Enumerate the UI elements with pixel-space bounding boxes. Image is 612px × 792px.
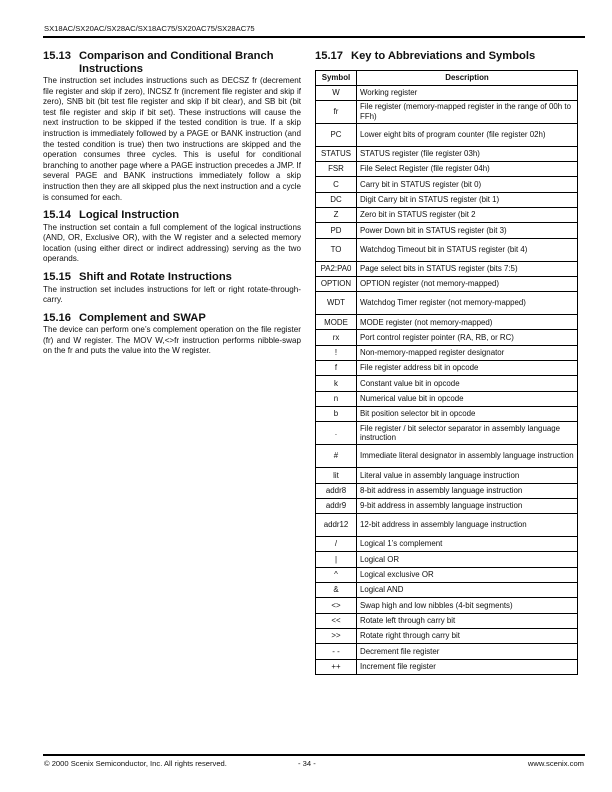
description-cell: Literal value in assembly language instruction — [357, 468, 578, 483]
table-row — [316, 177, 578, 192]
table-row — [316, 162, 578, 177]
description-cell: Logical 1’s complement — [357, 537, 578, 552]
description-cell: Increment file register — [357, 659, 578, 674]
table-row — [316, 261, 578, 276]
table-row — [316, 315, 578, 330]
description-cell: Non-memory-mapped register designator — [357, 345, 578, 360]
footer-rule — [43, 754, 585, 756]
symbol-cell: fr — [316, 100, 357, 123]
description-cell: Decrement file register — [357, 644, 578, 659]
table-row — [316, 583, 578, 598]
description-cell: Page select bits in STATUS register (bits 7:5) — [357, 261, 578, 276]
table-row — [316, 85, 578, 100]
section-title: Key to Abbreviations and Symbols — [351, 50, 536, 62]
section-number: 15.13 — [43, 50, 71, 62]
website: www.scenix.com — [527, 759, 584, 768]
table-row — [316, 659, 578, 674]
table-row — [316, 613, 578, 628]
section-body: The device can perform one’s complement operation on the file register (fr) and W register. The MOV W,<>fr instruction performs nibble-swap on the fr and puts the value into the W register. — [43, 325, 301, 356]
description-cell: Rotate left through carry bit — [357, 613, 578, 628]
description-cell: Swap high and low nibbles (4-bit segments) — [357, 598, 578, 613]
table-row — [316, 422, 578, 445]
symbol-cell: - - — [316, 644, 357, 659]
table-row — [316, 207, 578, 222]
description-cell: File register address bit in opcode — [357, 361, 578, 376]
symbol-cell: WDT — [316, 292, 357, 315]
description-cell: Watchdog Timeout bit in STATUS register (bit 4) — [357, 238, 578, 261]
table-row — [316, 391, 578, 406]
symbol-cell: STATUS — [316, 146, 357, 161]
table-row — [316, 361, 578, 376]
section — [43, 209, 301, 265]
symbol-cell: addr8 — [316, 483, 357, 498]
description-cell: Constant value bit in opcode — [357, 376, 578, 391]
symbol-cell: PA2:PA0 — [316, 261, 357, 276]
table-row — [316, 483, 578, 498]
table-row — [316, 552, 578, 567]
abbreviations-table — [315, 70, 578, 675]
table-row — [316, 514, 578, 537]
symbol-cell: ++ — [316, 659, 357, 674]
description-cell: File Select Register (file register 04h) — [357, 162, 578, 177]
description-cell: File register (memory-mapped register in the range of 00h to FFh) — [357, 100, 578, 123]
description-cell: Carry bit in STATUS register (bit 0) — [357, 177, 578, 192]
section-body: The instruction set includes instructions for left or right rotate-through-carry. — [43, 284, 301, 305]
running-header: SX18AC/SX20AC/SX28AC/SX18AC75/SX20AC75/SX28AC75 — [44, 24, 255, 33]
symbol-cell: FSR — [316, 162, 357, 177]
section-title: Shift and Rotate Instructions — [79, 271, 232, 283]
description-cell: Working register — [357, 85, 578, 100]
description-cell: Logical OR — [357, 552, 578, 567]
table-row — [316, 223, 578, 238]
symbol-cell: addr9 — [316, 498, 357, 513]
description-cell: Immediate literal designator in assembly language instruction — [357, 445, 578, 468]
table-row — [316, 146, 578, 161]
description-cell: Port control register pointer (RA, RB, or RC) — [357, 330, 578, 345]
copyright: © 2000 Scenix Semiconductor, Inc. All rights reserved. — [44, 759, 227, 768]
section-body: The instruction set contain a full complement of the logical instructions (AND, OR, Exclusive OR), with the W register and a selected memory location (using either direct or indirect addressing) serving as the two operands. — [43, 222, 301, 264]
section-heading — [315, 50, 578, 63]
table-row — [316, 123, 578, 146]
section-number: 15.14 — [43, 209, 71, 222]
section-body: The instruction set includes instructions such as DECSZ fr (decrement file register and skip if zero), INCSZ fr (increment file register and skip if zero), SNB bit (bit test file register and skip if bit clear), and SB bit (bit test file register and skip if bit set). These instructions will cause the next instruction to be skipped if the tested condition is true. If a skip instruction is immediately followed by a PAGE or BANK instruction (and the tested condition is true) then two instructions are skipped and the operation consumes three cycles. This is useful for conditional branching to another page where a PAGE instruction precedes a JMP. If several PAGE and BANK instructions immediately follow a skip instruction then they are all skipped plus the next instruction and a cycle is consumed for each. — [43, 76, 301, 202]
table-row — [316, 628, 578, 643]
table-row — [316, 406, 578, 421]
section — [43, 50, 301, 203]
header-rule — [43, 36, 585, 38]
description-cell: Logical exclusive OR — [357, 567, 578, 582]
section-heading — [43, 271, 301, 284]
section — [43, 312, 301, 357]
description-cell: Bit position selector bit in opcode — [357, 406, 578, 421]
section-heading — [43, 209, 301, 222]
symbol-cell: # — [316, 445, 357, 468]
section-title: Logical Instruction — [79, 209, 180, 222]
right-column — [315, 50, 578, 675]
symbol-cell: b — [316, 406, 357, 421]
symbol-cell: n — [316, 391, 357, 406]
symbol-cell: DC — [316, 192, 357, 207]
description-cell: Power Down bit in STATUS register (bit 3) — [357, 223, 578, 238]
table-row — [316, 468, 578, 483]
table-row — [316, 498, 578, 513]
table-row — [316, 445, 578, 468]
section-title: Complement and SWAP — [79, 311, 206, 324]
table-row — [316, 238, 578, 261]
symbol-cell: addr12 — [316, 514, 357, 537]
symbol-cell: TO — [316, 238, 357, 261]
symbol-cell: OPTION — [316, 276, 357, 291]
table-row — [316, 292, 578, 315]
symbol-cell: | — [316, 552, 357, 567]
table-row — [316, 644, 578, 659]
symbol-cell: PC — [316, 123, 357, 146]
symbol-cell: & — [316, 583, 357, 598]
symbol-cell: Z — [316, 207, 357, 222]
section — [43, 271, 301, 306]
description-cell: Numerical value bit in opcode — [357, 391, 578, 406]
symbol-cell: / — [316, 537, 357, 552]
symbol-cell: W — [316, 85, 357, 100]
section-heading — [43, 312, 301, 325]
symbol-cell: k — [316, 376, 357, 391]
table-row — [316, 276, 578, 291]
symbol-cell: <> — [316, 598, 357, 613]
description-cell: 8-bit address in assembly language instruction — [357, 483, 578, 498]
column-header-symbol: Symbol — [316, 70, 357, 85]
section-number: 15.17 — [315, 50, 343, 62]
description-cell: MODE register (not memory-mapped) — [357, 315, 578, 330]
symbol-cell: f — [316, 361, 357, 376]
description-cell: 9-bit address in assembly language instruction — [357, 498, 578, 513]
symbol-cell: PD — [316, 223, 357, 238]
section-heading — [43, 50, 301, 75]
page-number: - 34 - — [298, 759, 316, 768]
symbol-cell: >> — [316, 628, 357, 643]
description-cell: STATUS register (file register 03h) — [357, 146, 578, 161]
table-row — [316, 345, 578, 360]
description-cell: 12-bit address in assembly language instruction — [357, 514, 578, 537]
symbol-cell: rx — [316, 330, 357, 345]
symbol-cell: . — [316, 422, 357, 445]
table-row — [316, 537, 578, 552]
description-cell: File register / bit selector separator in assembly language instruction — [357, 422, 578, 445]
symbol-cell: lit — [316, 468, 357, 483]
description-cell: Lower eight bits of program counter (file register 02h) — [357, 123, 578, 146]
table-row — [316, 330, 578, 345]
table-row — [316, 192, 578, 207]
table-row — [316, 567, 578, 582]
section-number: 15.16 — [43, 311, 71, 324]
symbol-cell: ! — [316, 345, 357, 360]
description-cell: Digit Carry bit in STATUS register (bit 1) — [357, 192, 578, 207]
description-cell: OPTION register (not memory-mapped) — [357, 276, 578, 291]
description-cell: Zero bit in STATUS register (bit 2 — [357, 207, 578, 222]
table-row — [316, 598, 578, 613]
symbol-cell: MODE — [316, 315, 357, 330]
section-number: 15.15 — [43, 271, 71, 283]
description-cell: Logical AND — [357, 583, 578, 598]
table-row — [316, 100, 578, 123]
symbol-cell: C — [316, 177, 357, 192]
column-header-description: Description — [357, 70, 578, 85]
symbol-cell: << — [316, 613, 357, 628]
left-column — [43, 50, 301, 363]
description-cell: Watchdog Timer register (not memory-mapped) — [357, 292, 578, 315]
symbol-cell: ^ — [316, 567, 357, 582]
description-cell: Rotate right through carry bit — [357, 628, 578, 643]
section-title: Comparison and Conditional Branch Instructions — [79, 50, 274, 75]
table-row — [316, 376, 578, 391]
